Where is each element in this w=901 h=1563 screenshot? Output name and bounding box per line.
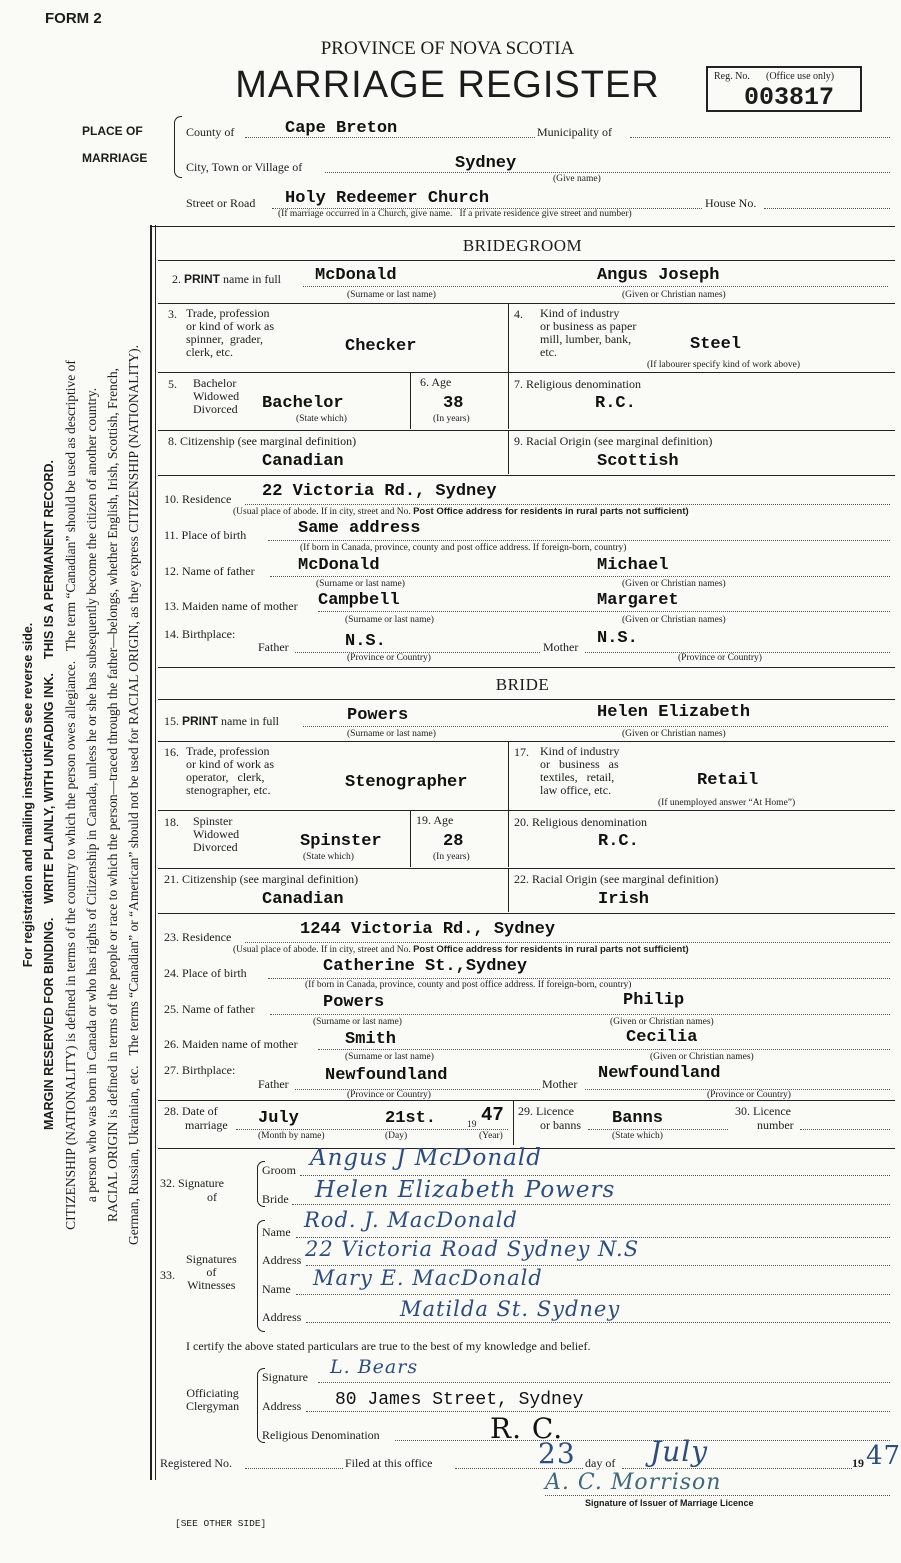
clergy-signature-label: Signature: [262, 1370, 308, 1384]
groom-surname: McDonald: [315, 266, 397, 285]
father-label: 25. Name of father: [164, 1002, 255, 1016]
marriage-month: July: [258, 1109, 299, 1128]
banns-label: or banns: [540, 1118, 581, 1132]
bride-residence: 1244 Victoria Rd., Sydney: [300, 920, 556, 939]
clergy-address-label: Address: [262, 1399, 302, 1413]
divider: [158, 475, 895, 476]
divider: [513, 1100, 514, 1145]
signature-label: 32. Signature: [160, 1176, 224, 1190]
bride-religion: R.C.: [598, 832, 639, 851]
licence-number-label: number: [757, 1118, 794, 1132]
bride-status: Spinster: [300, 832, 382, 851]
dotted-line: [764, 208, 890, 209]
print-label: PRINT: [184, 272, 220, 286]
citizenship-label: 8. Citizenship (see marginal definition): [168, 434, 357, 448]
groom-birthplace: Same address: [298, 519, 421, 538]
given-note: (Given or Christian names): [622, 579, 726, 589]
marriage-day: 21st.: [385, 1109, 437, 1128]
bride-father-birthplace: Newfoundland: [325, 1066, 448, 1085]
age-label: 19. Age: [416, 813, 454, 827]
dotted-line: [318, 1049, 890, 1050]
given-note: (Given or Christian names): [622, 615, 726, 625]
divider: [158, 372, 895, 373]
industry-note: (If labourer specify kind of work above): [647, 360, 800, 370]
divider: [158, 810, 895, 811]
groom-signature-label: Groom: [262, 1163, 296, 1177]
groom-religion: R.C.: [595, 394, 636, 413]
status-label: Spinster Widowed Divorced: [193, 814, 240, 854]
municipality-label: Municipality of: [537, 125, 612, 139]
birth-note: (If born in Canada, province, county and post office address. If foreign-born, country): [300, 543, 627, 553]
filed-label: Filed at this office: [345, 1456, 433, 1470]
dotted-line: [270, 1014, 890, 1015]
filed-day: 23: [538, 1437, 576, 1470]
in-years-note: (In years): [433, 852, 470, 862]
print-label: PRINT: [182, 714, 218, 728]
divider: [508, 372, 509, 429]
province-heading: PROVINCE OF NOVA SCOTIA: [320, 38, 575, 59]
religion-label: 20. Religious denomination: [514, 815, 647, 829]
witness-address-label: Address: [262, 1310, 302, 1324]
witnesses-label: Signatures of Witnesses: [186, 1252, 237, 1292]
field-number: 17.: [514, 745, 529, 759]
month-note: (Month by name): [258, 1131, 325, 1141]
given-note: (Given or Christian names): [622, 290, 726, 300]
surname-note: (Surname or last name): [347, 290, 436, 300]
filed-year: 47: [866, 1441, 901, 1471]
groom-residence: 22 Victoria Rd., Sydney: [262, 482, 497, 501]
divider: [158, 868, 895, 869]
in-years-note: (In years): [433, 414, 470, 424]
street-label: Street or Road: [186, 196, 256, 210]
county-value: Cape Breton: [285, 119, 398, 138]
bride-father-surname: Powers: [323, 993, 385, 1012]
bride-given-names: Helen Elizabeth: [597, 703, 751, 722]
birthplace-label: 11. Place of birth: [164, 528, 247, 542]
dotted-line: [800, 1129, 890, 1130]
mother-label: 26. Maiden name of mother: [164, 1037, 298, 1051]
dotted-line: [318, 611, 890, 612]
place-heading: MARRIAGE: [82, 151, 148, 165]
page-title: MARRIAGE REGISTER: [235, 64, 660, 106]
day-note: (Day): [385, 1131, 408, 1141]
dotted-line: [545, 1495, 890, 1496]
field-number: 5.: [168, 377, 177, 391]
divider: [158, 699, 895, 700]
dotted-line: [306, 1411, 890, 1412]
witness-address-label: Address: [262, 1253, 302, 1267]
groom-status: Bachelor: [262, 394, 344, 413]
margin-line: German, Russian, Ukrainian, etc. The terms “Canadian” or “American” should not be used for RACIAL ORIGIN, as they express CITIZENSHIP (NATIONALITY).: [126, 344, 141, 1246]
bride-mother-surname: Smith: [345, 1030, 397, 1049]
form-border: [150, 225, 156, 1480]
witness-name-label: Name: [262, 1225, 291, 1239]
residence-note-bold: Post Office address for residents in rural parts not sufficient): [413, 506, 689, 517]
dotted-line: [268, 540, 890, 541]
filed-month: July: [650, 1435, 709, 1468]
bride-birthplace: Catherine St.,Sydney: [323, 957, 528, 976]
street-note: (If marriage occurred in a Church, give name. If a private residence give street and number): [278, 209, 632, 219]
reg-number-box: [706, 66, 862, 112]
dotted-line: [306, 1322, 890, 1323]
field-number: 15.: [164, 714, 179, 728]
residence-note: [233, 944, 689, 955]
margin-instructions: [18, 255, 148, 1335]
bride-age: 28: [443, 832, 464, 851]
surname-note: (Surname or last name): [345, 1052, 434, 1062]
groom-industry: Steel: [690, 335, 742, 354]
divider: [158, 741, 895, 742]
issuer-label: Signature of Issuer of Marriage Licence: [585, 1498, 754, 1508]
birth-note: (If born in Canada, province, county and post office address. If foreign-born, country): [305, 980, 632, 990]
name-label: name in full: [221, 714, 279, 728]
state-which-note: (State which): [612, 1131, 663, 1141]
field-number: 3.: [168, 307, 177, 321]
residence-note-text: (Usual place of abode. If in city, street and No.: [233, 507, 411, 517]
clergy-address: 80 James Street, Sydney: [335, 1390, 584, 1410]
father-birth-label: Father: [258, 640, 289, 654]
dotted-line: [588, 1129, 728, 1130]
industry-label: Kind of industry or business as textiles, retail, law office, etc.: [540, 744, 620, 797]
dotted-line: [622, 1468, 852, 1469]
residence-label: 23. Residence: [164, 930, 232, 944]
dotted-line: [325, 172, 890, 173]
groom-father-given: Michael: [597, 556, 669, 575]
groom-mother-given: Margaret: [597, 591, 679, 610]
groom-father-birthplace: N.S.: [345, 632, 386, 651]
witness-name-label: Name: [262, 1282, 291, 1296]
bride-citizenship: Canadian: [262, 890, 344, 909]
divider: [410, 372, 411, 429]
mother-birth-label: Mother: [543, 640, 579, 654]
groom-father-surname: McDonald: [298, 556, 380, 575]
witness2-address: Matilda St. Sydney: [400, 1297, 621, 1321]
groom-racial-origin: Scottish: [597, 452, 679, 471]
day-of-label: day of: [585, 1456, 616, 1470]
city-value: Sydney: [455, 154, 517, 173]
clergy-denomination: R. C.: [490, 1412, 564, 1445]
bride-trade: Stenographer: [345, 773, 468, 792]
section-heading-bride: BRIDE: [495, 675, 550, 694]
birthplace-label: 24. Place of birth: [164, 966, 247, 980]
margin-line: RACIAL ORIGIN is defined in terms of the people or race to which the person—traced through the father—belongs, whether English, Irish, Scottish, French,: [105, 368, 120, 1222]
state-which-note: (State which): [296, 414, 347, 424]
province-note: (Province or Country): [707, 1090, 791, 1100]
dotted-line: [245, 1468, 343, 1469]
bride-industry: Retail: [697, 771, 759, 790]
date-label: 28. Date of: [164, 1104, 218, 1118]
dotted-line: [296, 1294, 890, 1295]
province-note: (Province or Country): [347, 1090, 431, 1100]
field-number: 4.: [514, 307, 523, 321]
dotted-line: [268, 978, 890, 979]
status-label: Bachelor Widowed Divorced: [193, 376, 240, 416]
parents-birthplace-label: 27. Birthplace:: [164, 1063, 236, 1077]
religion-label: 7. Religious denomination: [514, 377, 641, 391]
dotted-line: [245, 504, 890, 505]
citizenship-label: 21. Citizenship (see marginal definition): [164, 872, 359, 886]
given-note: (Given or Christian names): [622, 729, 726, 739]
racial-label: 22. Racial Origin (see marginal definition): [514, 872, 719, 886]
groom-trade: Checker: [345, 337, 417, 356]
field-number: 33.: [160, 1268, 175, 1282]
groom-mother-surname: Campbell: [318, 591, 400, 610]
place-heading: PLACE OF: [82, 124, 143, 138]
field-number: 16.: [164, 745, 179, 759]
margin-line: For registration and mailing instructions see reverse side.: [21, 622, 35, 968]
divider: [410, 810, 411, 867]
residence-note: [233, 506, 689, 517]
banns-label: 29. Licence: [518, 1104, 574, 1118]
parents-birthplace-label: 14. Birthplace:: [164, 627, 236, 641]
state-which-note: (State which): [303, 852, 354, 862]
bride-signature-label: Bride: [262, 1192, 289, 1206]
groom-citizenship: Canadian: [262, 452, 344, 471]
dotted-line: [630, 137, 890, 138]
dotted-line: [245, 942, 890, 943]
groom-mother-birthplace: N.S.: [597, 629, 638, 648]
certification-statement: I certify the above stated particulars are true to the best of my knowledge and belief.: [186, 1339, 591, 1353]
dotted-line: [300, 1175, 890, 1176]
groom-given-names: Angus Joseph: [597, 266, 720, 285]
county-label: County of: [186, 125, 235, 139]
field-number: 18.: [164, 815, 179, 829]
dotted-line: [270, 576, 890, 577]
province-note: (Province or Country): [347, 653, 431, 663]
bride-surname: Powers: [347, 706, 409, 725]
field-label: [164, 714, 279, 729]
dotted-line: [303, 286, 888, 287]
divider: [508, 741, 509, 810]
trade-label: Trade, profession or kind of work as operator, clerk, stenographer, etc.: [186, 744, 274, 797]
signature-label: of: [207, 1190, 217, 1204]
section-heading-bridegroom: BRIDEGROOM: [462, 236, 583, 255]
name-label: name in full: [223, 272, 281, 286]
father-label: 12. Name of father: [164, 564, 255, 578]
racial-label: 9. Racial Origin (see marginal definition): [514, 434, 713, 448]
divider: [508, 303, 509, 372]
surname-note: (Surname or last name): [316, 579, 405, 589]
surname-note: (Surname or last name): [347, 729, 436, 739]
province-note: (Province or Country): [678, 653, 762, 663]
groom-age: 38: [443, 394, 464, 413]
residence-note-bold: Post Office address for residents in rural parts not sufficient): [413, 944, 689, 955]
licence-or-banns: Banns: [612, 1109, 664, 1128]
divider: [158, 303, 895, 304]
bride-father-given: Philip: [623, 991, 685, 1010]
dotted-line: [395, 1440, 890, 1441]
clergy-signature: L. Bears: [330, 1356, 419, 1378]
registered-no-label: Registered No.: [160, 1456, 232, 1470]
dotted-line: [292, 1204, 890, 1205]
date-label: marriage: [185, 1118, 228, 1132]
industry-note: (If unemployed answer “At Home”): [658, 798, 796, 808]
surname-note: (Surname or last name): [345, 615, 434, 625]
house-label: House No.: [705, 196, 757, 210]
residence-label: 10. Residence: [164, 492, 232, 506]
divider: [150, 226, 895, 227]
street-value: Holy Redeemer Church: [285, 189, 490, 208]
groom-signature: Angus J McDonald: [310, 1145, 542, 1171]
trade-label: Trade, profession or kind of work as spinner, grader, clerk, etc.: [186, 306, 274, 359]
see-other-side: [SEE OTHER SIDE]: [175, 1518, 267, 1529]
marriage-year: 47: [481, 1104, 504, 1126]
clergy-denomination-label: Religious Denomination: [262, 1428, 380, 1442]
divider: [508, 868, 509, 912]
dotted-line: [303, 726, 888, 727]
margin-line: a person who was born in Canada or who has rights of Citizenship in Canada, unless he or she has subsequently become the citizen of another country.: [84, 387, 99, 1203]
mother-label: 13. Maiden name of mother: [164, 599, 298, 613]
witness2-name: Mary E. MacDonald: [313, 1266, 543, 1290]
issuer-signature: A. C. Morrison: [545, 1470, 722, 1495]
brace: [174, 116, 182, 178]
city-note: (Give name): [553, 174, 601, 184]
year-note: (Year): [479, 1131, 503, 1141]
divider: [158, 667, 895, 668]
divider: [508, 430, 509, 474]
divider: [158, 913, 895, 914]
given-note: (Given or Christian names): [610, 1017, 714, 1027]
industry-label: Kind of industry or business as paper mill, lumber, bank, etc.: [540, 306, 637, 359]
given-note: (Given or Christian names): [650, 1052, 754, 1062]
bride-mother-birthplace: Newfoundland: [598, 1064, 721, 1083]
licence-number-label: 30. Licence: [735, 1104, 791, 1118]
form-number: FORM 2: [45, 10, 102, 27]
bride-mother-given: Cecilia: [626, 1028, 698, 1047]
year-prefix: 19: [467, 1120, 477, 1130]
witness1-address: 22 Victoria Road Sydney N.S: [305, 1237, 640, 1261]
field-label: [172, 272, 281, 287]
bride-signature: Helen Elizabeth Powers: [315, 1177, 616, 1203]
surname-note: (Surname or last name): [313, 1017, 402, 1027]
reg-label: Reg. No.: [714, 71, 750, 82]
residence-note-text: (Usual place of abode. If in city, street and No.: [233, 945, 411, 955]
bride-racial-origin: Irish: [598, 890, 650, 909]
dotted-line: [318, 1382, 890, 1383]
reg-number: 003817: [744, 83, 835, 112]
father-birth-label: Father: [258, 1077, 289, 1091]
margin-line: MARGIN RESERVED FOR BINDING. WRITE PLAINLY, WITH UNFADING INK. THIS IS A PERMANENT RECORD.: [42, 460, 56, 1130]
filed-year-prefix: 19: [852, 1456, 864, 1470]
divider: [508, 810, 509, 867]
divider: [158, 430, 895, 431]
divider: [158, 260, 895, 261]
mother-birth-label: Mother: [542, 1077, 578, 1091]
city-label: City, Town or Village of: [186, 160, 303, 174]
reg-note: (Office use only): [766, 71, 835, 82]
divider: [158, 1100, 895, 1101]
clergyman-label: Officiating Clergyman: [186, 1386, 240, 1413]
field-number: 2.: [172, 272, 181, 286]
margin-line: CITIZENSHIP (NATIONALITY) is defined in terms of the country to which the person owes allegiance. The term “Canadian” should be used as descriptive of: [63, 360, 78, 1230]
witness1-name: Rod. J. MacDonald: [304, 1208, 518, 1232]
age-label: 6. Age: [420, 375, 452, 389]
